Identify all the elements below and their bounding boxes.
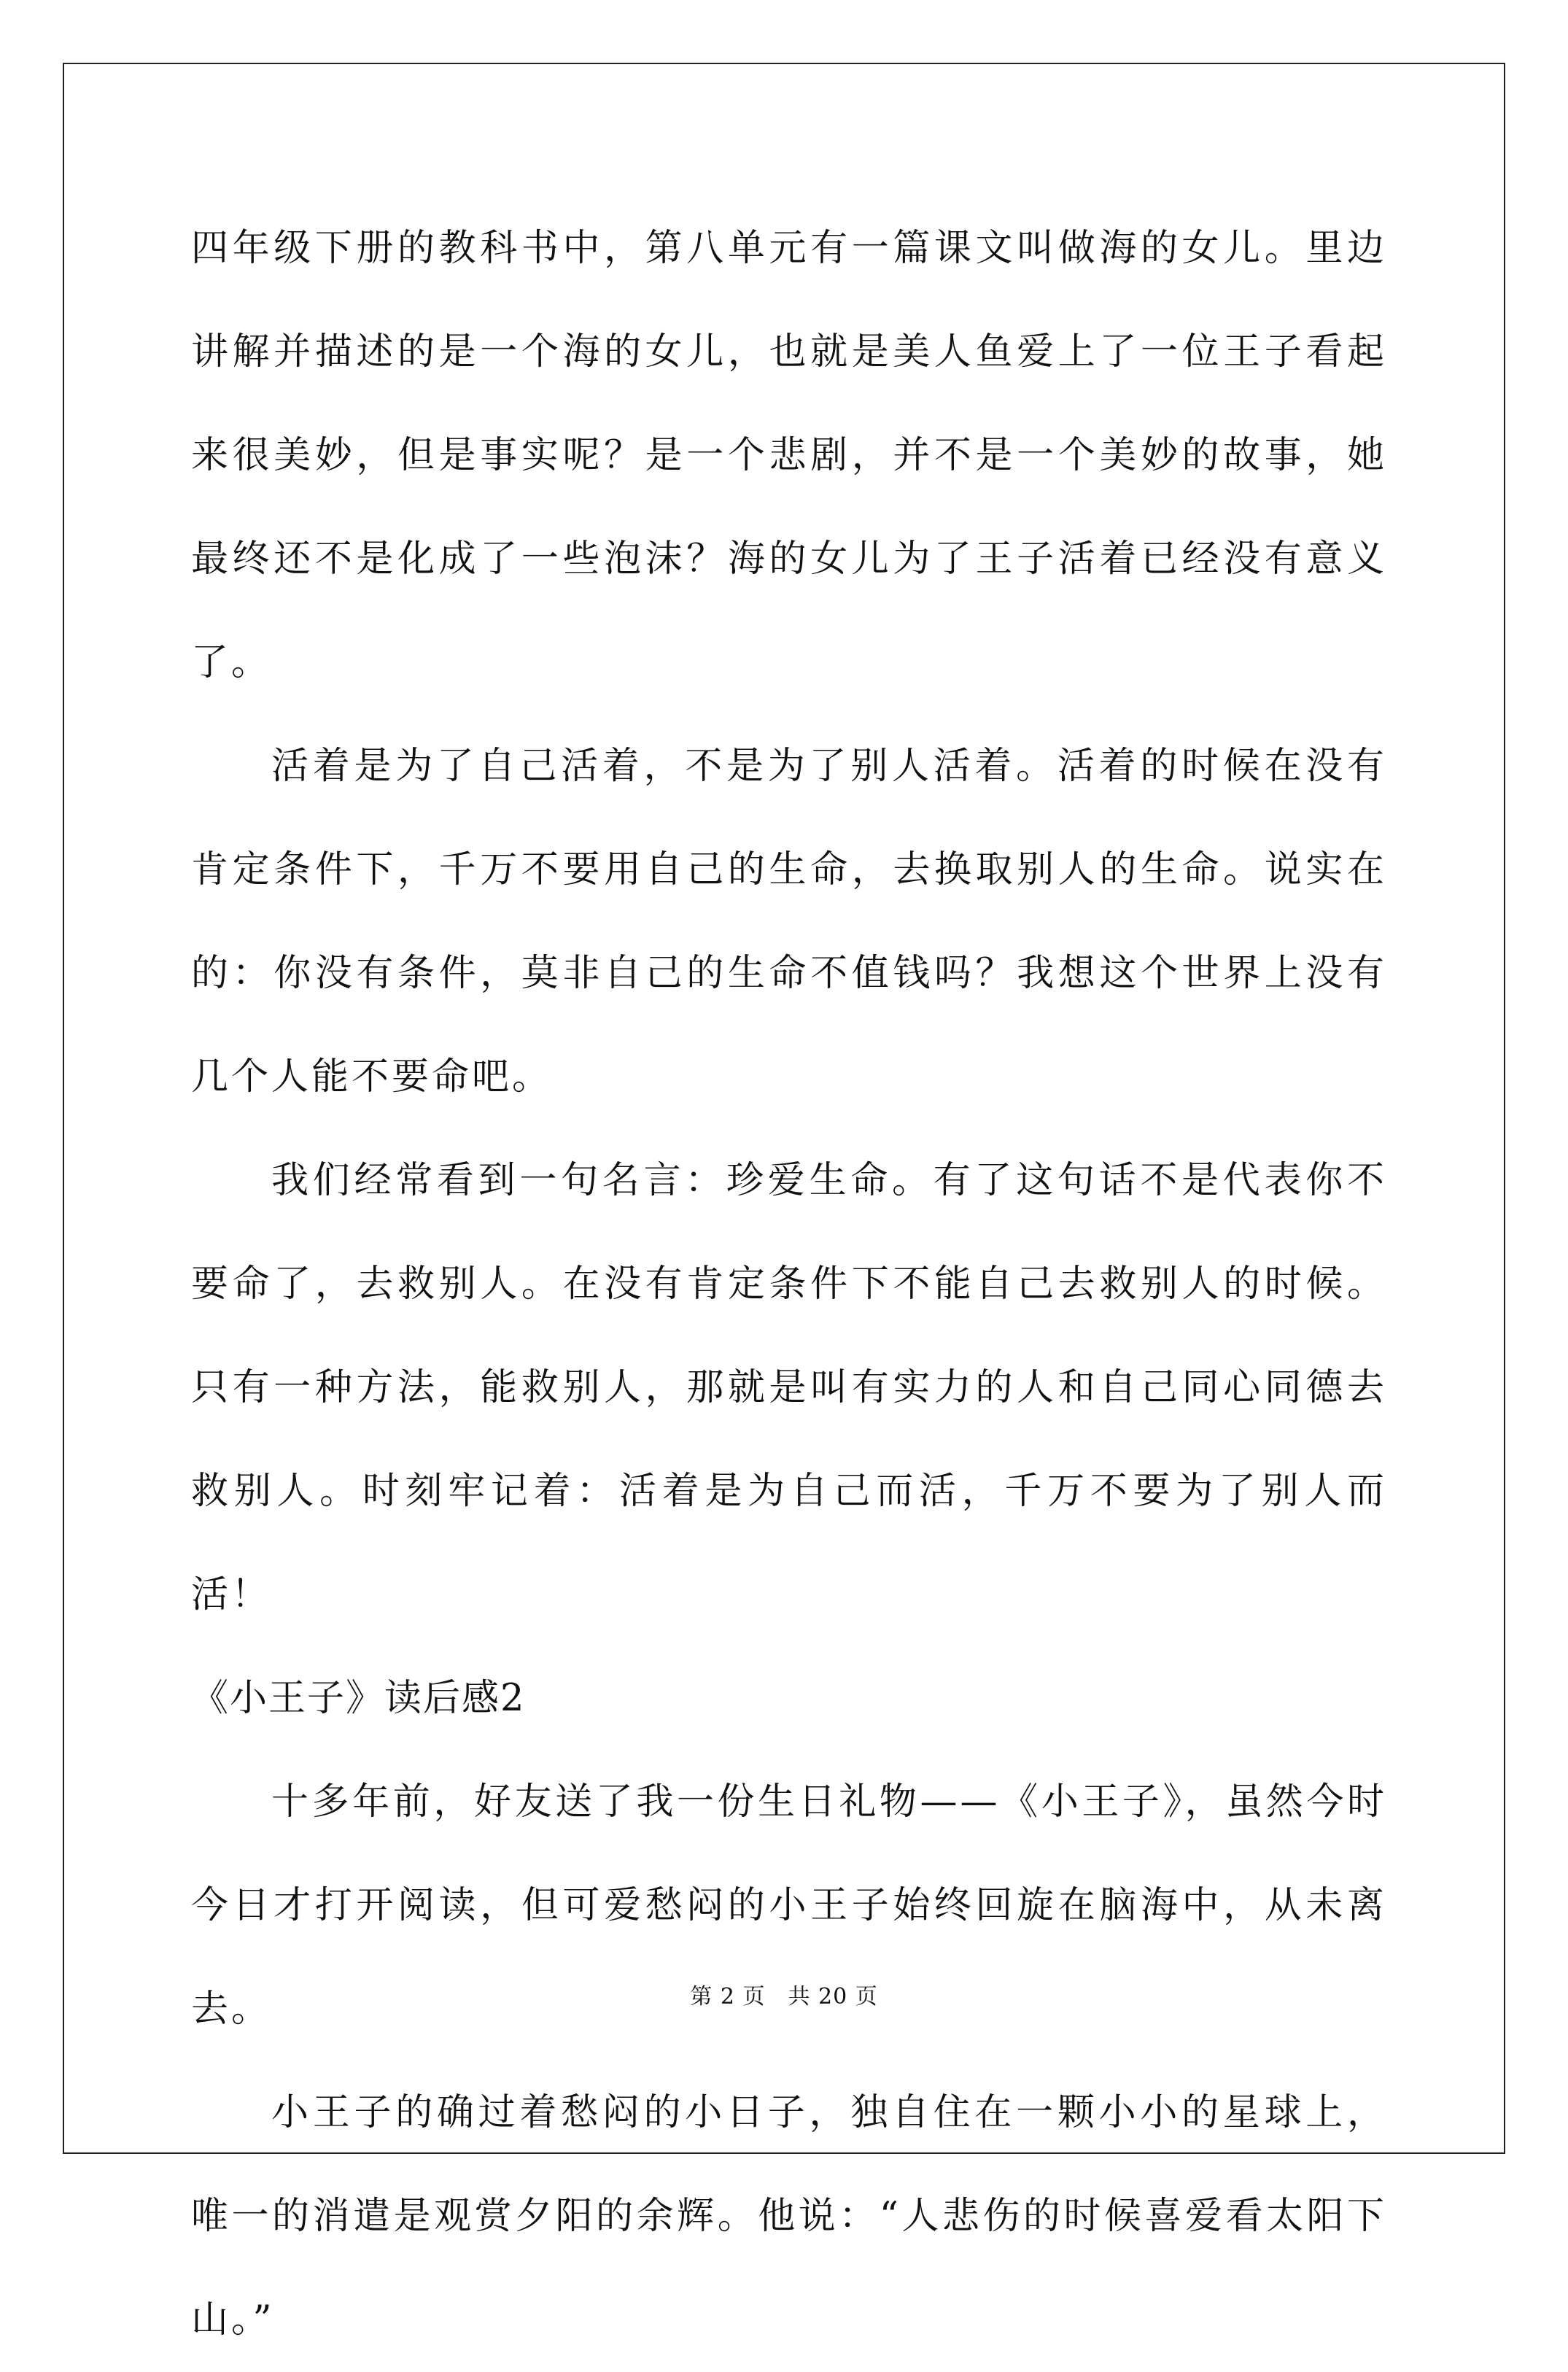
paragraph-2: 活着是为了自己活着，不是为了别人活着。活着的时候在没有肯定条件下，千万不要用自己的生命，去换取别人的生命。说实在的：你没有条件，莫非自己的生命不值钱吗？我想这个世界上没有几个人能不要命吧。 bbox=[191, 745, 1387, 1098]
document-body bbox=[191, 197, 1387, 2372]
section-heading: 《小王子》读后感2 bbox=[191, 1677, 526, 1720]
paragraph-4: 十多年前，好友送了我一份生日礼物——《小王子》，虽然今时今日才打开阅读，但可爱愁闷的小王子始终回旋在脑海中，从未离去。 bbox=[191, 1780, 1387, 2031]
page-number-footer: 第 2 页 共 20 页 bbox=[690, 1984, 878, 2009]
paragraph-1: 四年级下册的教科书中，第八单元有一篇课文叫做海的女儿。里边讲解并描述的是一个海的女儿，也就是美人鱼爱上了一位王子看起来很美妙，但是事实呢？是一个悲剧，并不是一个美妙的故事，她最终还不是化成了一些泡沫？海的女儿为了王子活着已经没有意义了。 bbox=[191, 227, 1387, 684]
paragraph-3: 我们经常看到一句名言：珍爱生命。有了这句话不是代表你不要命了，去救别人。在没有肯定条件下不能自己去救别人的时候。只有一种方法，能救别人，那就是叫有实力的人和自己同心同德去救别人。时刻牢记着：活着是为自己而活，千万不要为了别人而活！ bbox=[191, 1159, 1387, 1616]
paragraph-5: 小王子的确过着愁闷的小日子，独自住在一颗小小的星球上，唯一的消遣是观赏夕阳的余辉。他说：“人悲伤的时候喜爱看太阳下山。” bbox=[191, 2091, 1387, 2341]
